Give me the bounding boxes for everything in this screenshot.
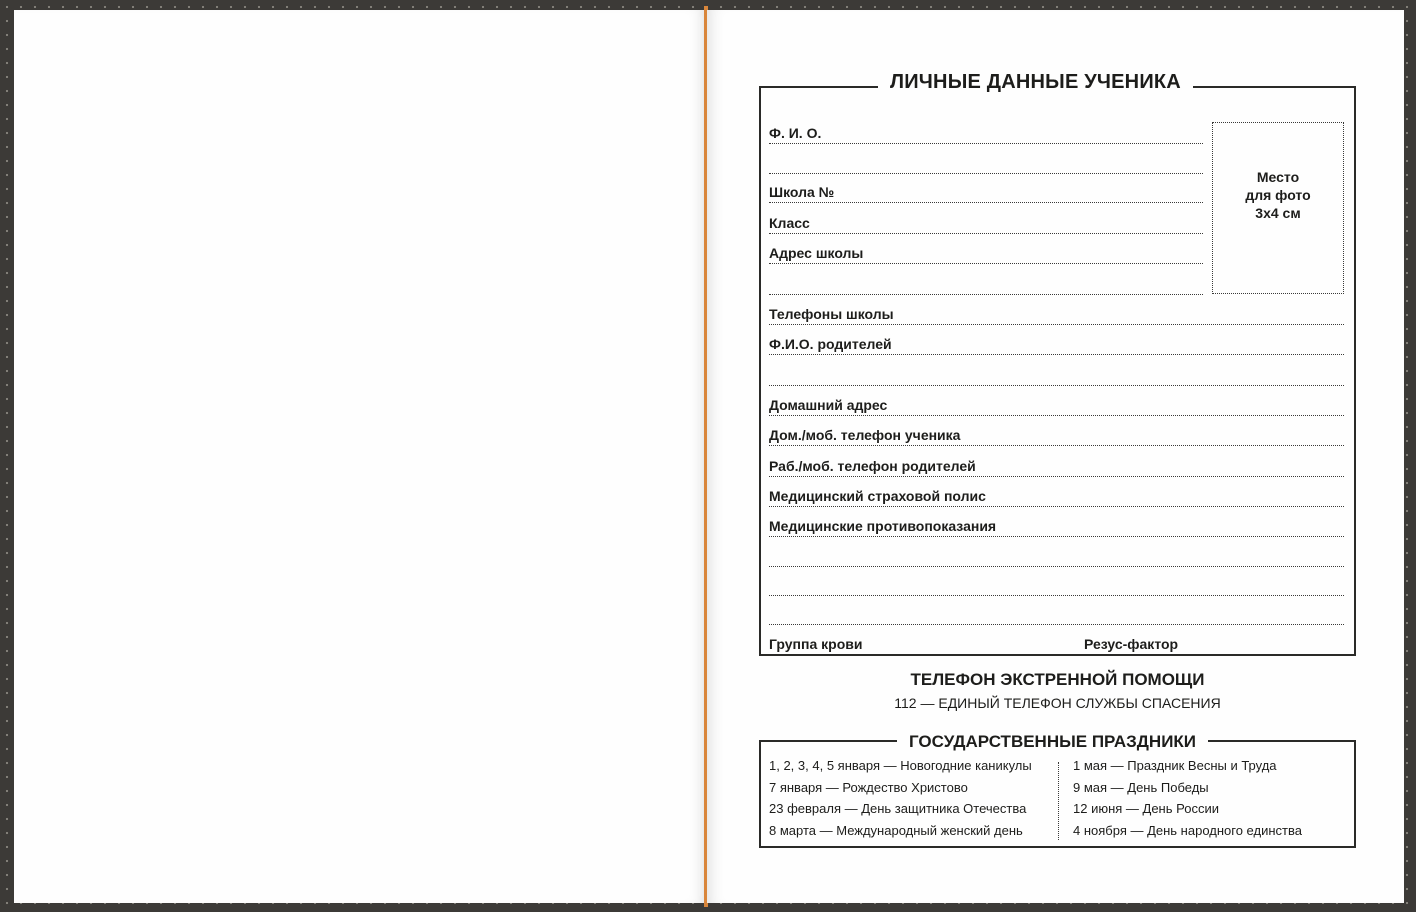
left-page <box>14 10 707 903</box>
field-school-phones[interactable] <box>769 303 1344 325</box>
photo-placeholder <box>1212 122 1344 294</box>
field-blood-group[interactable] <box>769 632 1344 654</box>
holiday-item: 1 мая — Праздник Весны и Труда <box>1073 758 1277 773</box>
field-rh-factor-label: Резус-фактор <box>1084 636 1179 652</box>
photo-label-line2: для фото <box>1245 187 1311 203</box>
field-blood-group-label: Группа крови <box>769 636 863 652</box>
field-class[interactable] <box>769 212 1203 234</box>
field-school[interactable] <box>769 181 1203 203</box>
field-parents-phone-label: Раб./моб. телефон родителей <box>769 458 976 474</box>
field-school-address[interactable] <box>769 242 1203 264</box>
field-student-phone[interactable] <box>769 424 1344 446</box>
field-home-address[interactable] <box>769 394 1344 416</box>
field-parents-fio-label: Ф.И.О. родителей <box>769 336 892 352</box>
field-parents-phone[interactable] <box>769 455 1344 477</box>
holidays-title: ГОСУДАРСТВЕННЫЕ ПРАЗДНИКИ <box>897 732 1208 752</box>
field-parents-fio-line2[interactable] <box>769 364 1344 386</box>
holidays-right-column <box>1073 755 1302 841</box>
holiday-item: 4 ноября — День народного единства <box>1073 822 1302 838</box>
holiday-item: 1, 2, 3, 4, 5 января — Новогодние каникулы <box>769 758 1032 773</box>
field-contraindications-line2[interactable] <box>769 545 1344 567</box>
field-fio-label: Ф. И. О. <box>769 125 822 141</box>
field-school-address-line2[interactable] <box>769 273 1203 295</box>
field-contraindications-label: Медицинские противопоказания <box>769 518 997 534</box>
holiday-item: 7 января — Рождество Христово <box>769 779 968 795</box>
holidays-divider <box>1058 762 1059 840</box>
field-insurance[interactable] <box>769 485 1344 507</box>
field-class-label: Класс <box>769 215 810 231</box>
field-contraindications[interactable] <box>769 515 1344 537</box>
field-school-phones-label: Телефоны школы <box>769 306 894 322</box>
photo-label-line1: Место <box>1256 169 1300 185</box>
emergency-subtitle: 112 — ЕДИНЫЙ ТЕЛЕФОН СЛУЖБЫ СПАСЕНИЯ <box>894 695 1221 711</box>
field-student-phone-label: Дом./моб. телефон ученика <box>769 427 961 443</box>
holidays-left-column <box>769 755 1032 841</box>
personal-data-title: ЛИЧНЫЕ ДАННЫЕ УЧЕНИКА <box>878 71 1193 94</box>
field-school-address-label: Адрес школы <box>769 245 864 261</box>
holiday-item: 9 мая — День Победы <box>1073 779 1209 795</box>
field-fio[interactable] <box>769 122 1203 144</box>
field-home-address-label: Домашний адрес <box>769 397 888 413</box>
field-contraindications-line4[interactable] <box>769 603 1344 625</box>
holiday-item: 23 февраля — День защитника Отечества <box>769 801 1027 816</box>
field-parents-fio[interactable] <box>769 333 1344 355</box>
right-page <box>707 10 1404 903</box>
field-insurance-label: Медицинский страховой полис <box>769 488 986 504</box>
field-fio-line2[interactable] <box>769 152 1203 174</box>
photo-label-line3: 3х4 см <box>1255 205 1301 221</box>
holiday-item: 8 марта — Международный женский день <box>769 822 1023 838</box>
field-contraindications-line3[interactable] <box>769 574 1344 596</box>
holiday-item: 12 июня — День России <box>1073 801 1219 816</box>
field-school-label: Школа № <box>769 184 835 200</box>
emergency-title: ТЕЛЕФОН ЭКСТРЕННОЙ ПОМОЩИ <box>910 670 1205 689</box>
